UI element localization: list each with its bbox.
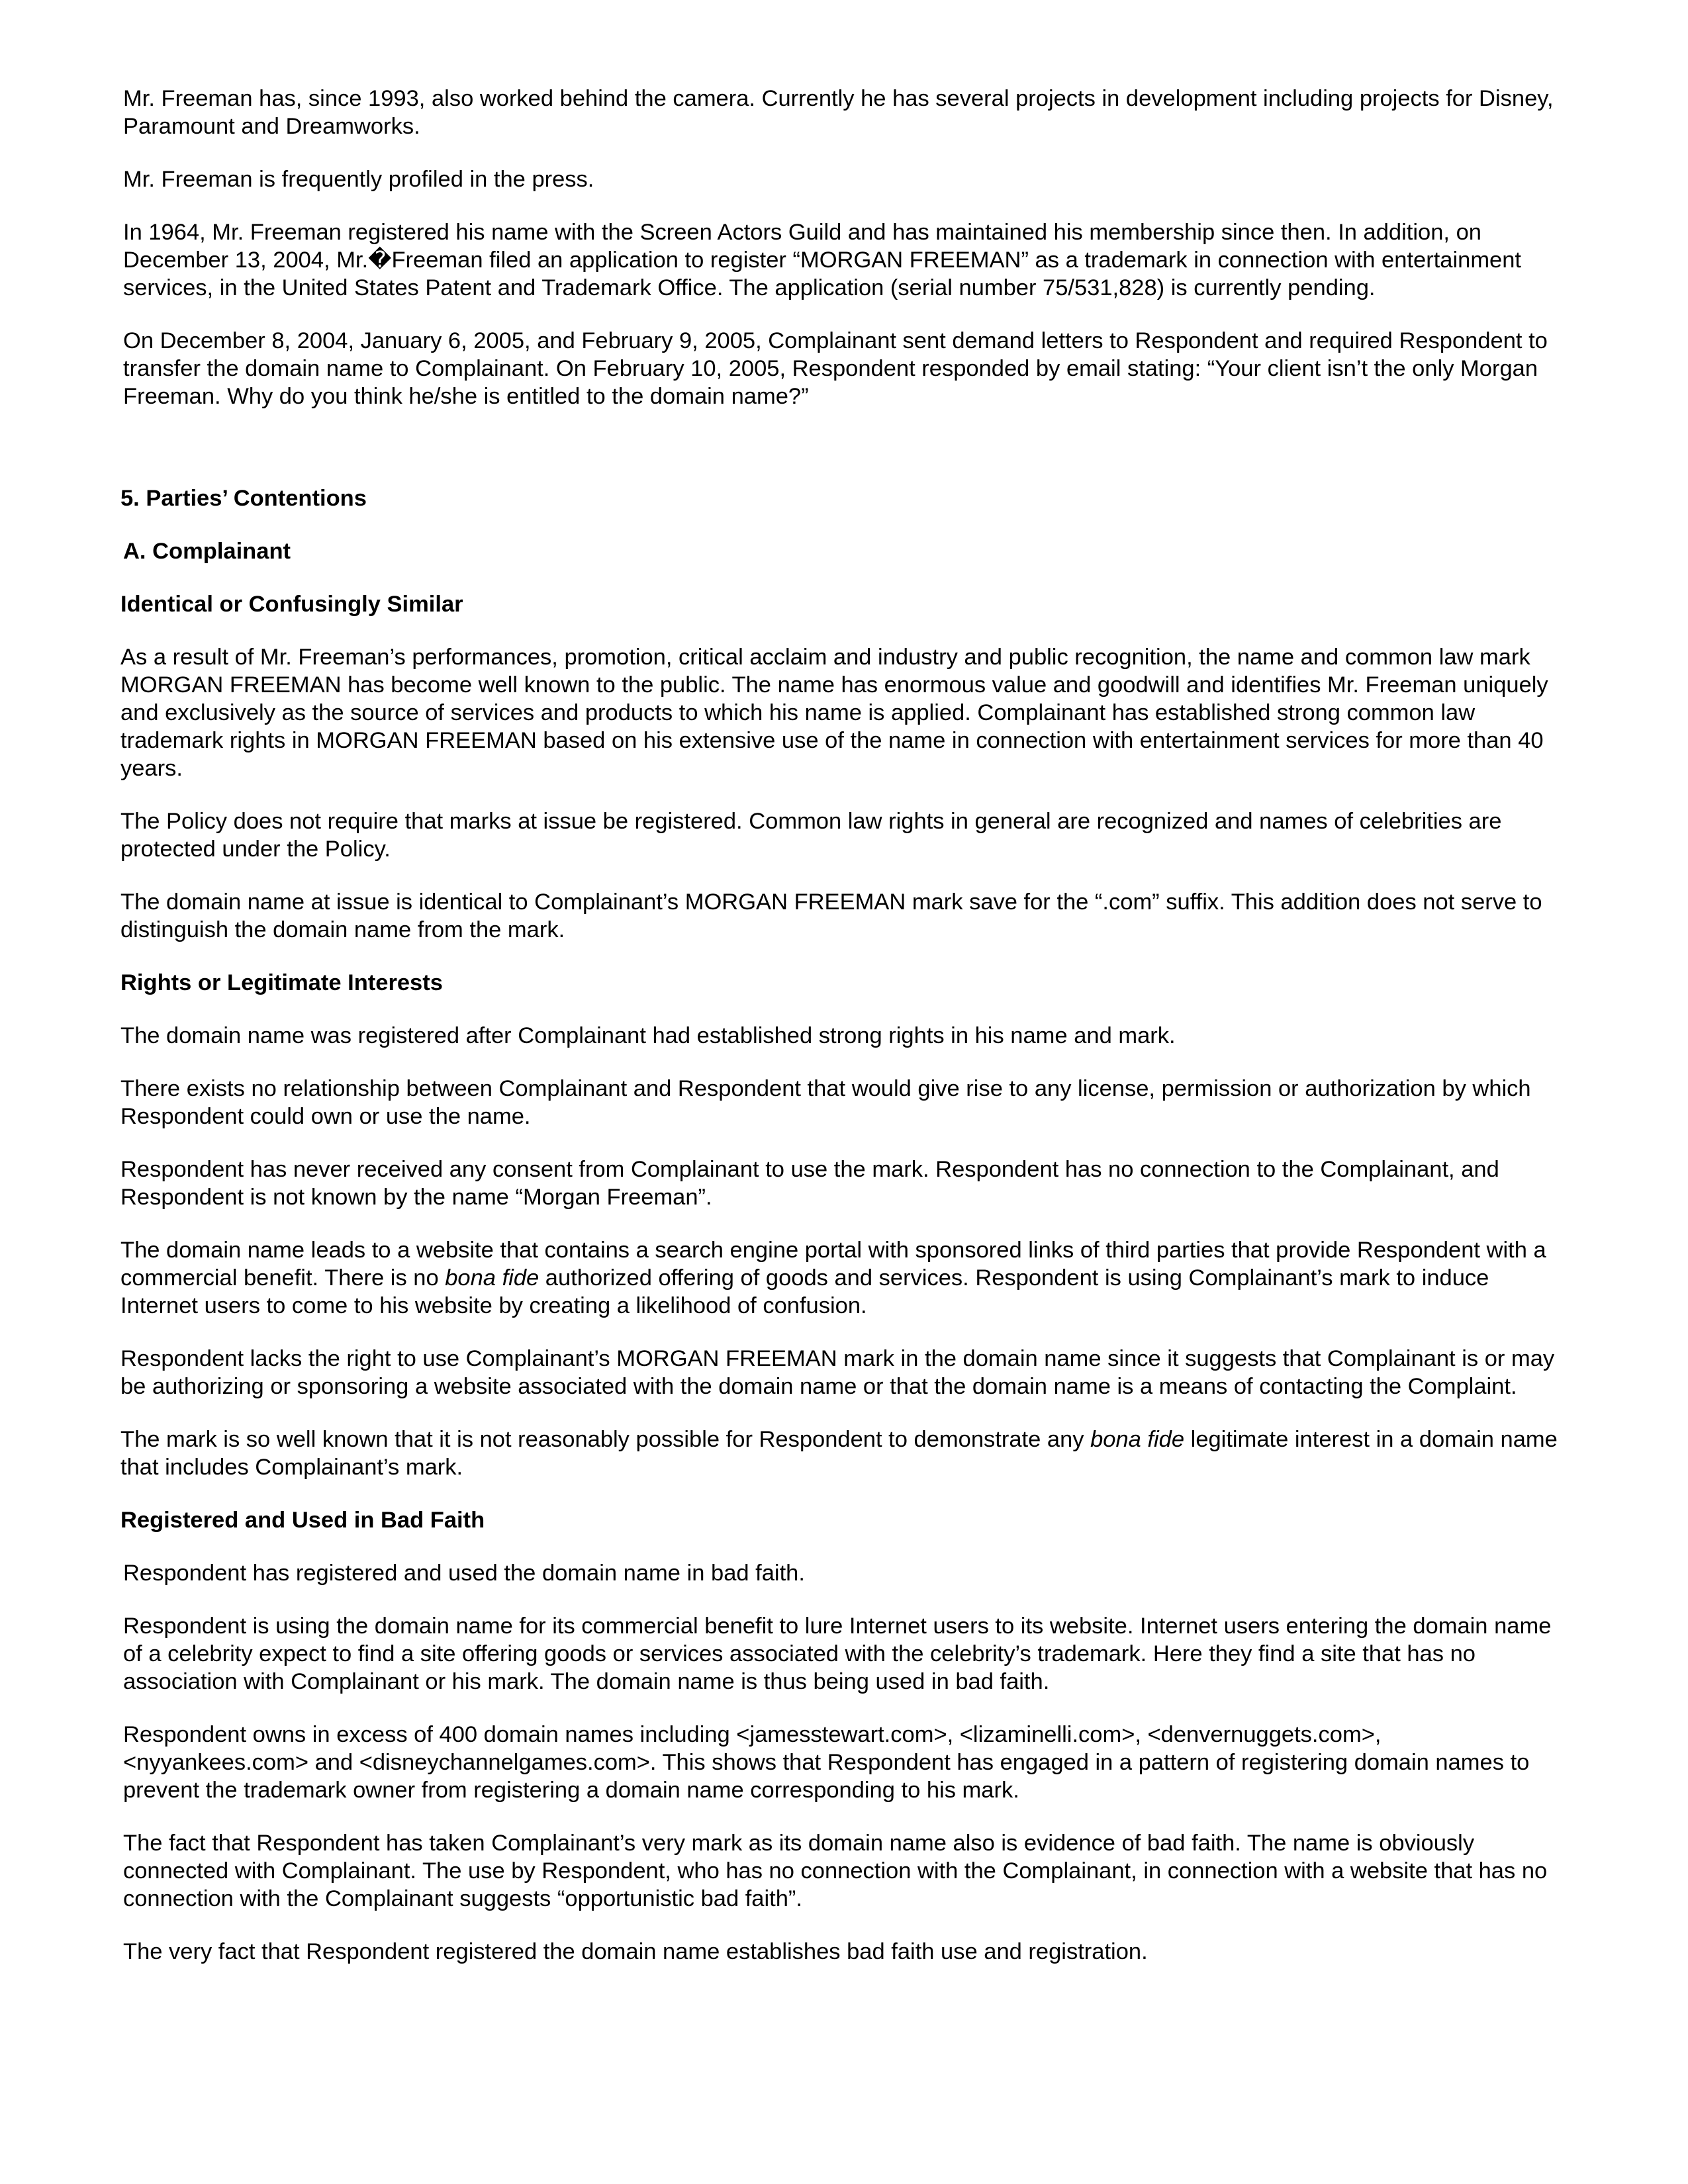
- paragraph-trademark-application: In 1964, Mr. Freeman registered his name with the Screen Actors Guild and has maintained his membership since then. In addition, on December 13, 2004, Mr.�Freeman filed an application to register “MORGAN FREEMAN” as a trademark in connection with entertainment services, in the United States Patent and Trademark Office. The application (serial number 75/531,828) is currently pending.: [123, 220, 1522, 300]
- section-heading-parties-contentions: 5. Parties’ Contentions: [120, 486, 367, 511]
- paragraph-commercial-lure: Respondent is using the domain name for its commercial benefit to lure Internet users to its website. Internet users entering the domain name of a celebrity expect to find a site offering goods or services associated with the celebrity’s trademark. Here they find a site that has no association with Complainant or his mark. The domain name is thus being used in bad faith.: [123, 1614, 1552, 1694]
- paragraph-well-known-mark: As a result of Mr. Freeman’s performances, promotion, critical acclaim and industry and public recognition, the name and common law mark MORGAN FREEMAN has become well known to the public. The name has enormous value and goodwill and identifies Mr. Freeman uniquely and exclusively as the source of services and products to which his name is applied. Complainant has established strong common law trademark rights in MORGAN FREEMAN based on his extensive use of the name in connection with entertainment services for more than 40 years.: [120, 645, 1548, 781]
- paragraph-bad-faith-summary: Respondent has registered and used the domain name in bad faith.: [123, 1561, 805, 1586]
- heading-bad-faith: Registered and Used in Bad Faith: [120, 1508, 485, 1533]
- heading-identical-confusingly-similar: Identical or Confusingly Similar: [120, 592, 463, 617]
- paragraph-policy-registration: The Policy does not require that marks at issue be registered. Common law rights in general are recognized and names of celebrities are protected under the Policy.: [120, 809, 1502, 862]
- paragraph-search-portal: The domain name leads to a website that contains a search engine portal with sponsored links of third parties that provide Respondent with a commercial benefit. There is no bona fide authorized offering of goods and services. Respondent is using Complainant’s mark to induce Internet users to come to his website by creating a likelihood of confusion.: [120, 1238, 1546, 1318]
- paragraph-identical-domain: The domain name at issue is identical to Complainant’s MORGAN FREEMAN mark save for the “.com” suffix. This addition does not serve to distinguish the domain name from the mark.: [120, 889, 1542, 942]
- paragraph-opportunistic-bad-faith: The fact that Respondent has taken Complainant’s very mark as its domain name also is evidence of bad faith. The name is obviously connected with Complainant. The use by Respondent, who has no connection with the Complainant, in connection with a website that has no connection with the Complainant suggests “opportunistic bad faith”.: [123, 1831, 1548, 1911]
- paragraph-lacks-right: Respondent lacks the right to use Complainant’s MORGAN FREEMAN mark in the domain name since it suggests that Complainant is or may be authorizing or sponsoring a website associated with the domain name or that the domain name is a means of contacting the Complaint.: [120, 1346, 1555, 1399]
- heading-rights-legitimate-interests: Rights or Legitimate Interests: [120, 970, 443, 995]
- paragraph-camera-work: Mr. Freeman has, since 1993, also worked behind the camera. Currently he has several projects in development including projects for Disney, Paramount and Dreamworks.: [123, 86, 1554, 139]
- paragraph-registration-establishes: The very fact that Respondent registered the domain name establishes bad faith use and registration.: [123, 1939, 1148, 1964]
- paragraph-registered-after: The domain name was registered after Complainant had established strong rights in his name and mark.: [120, 1023, 1176, 1048]
- paragraph-no-relationship: There exists no relationship between Complainant and Respondent that would give rise to any license, permission or authorization by which Respondent could own or use the name.: [120, 1076, 1531, 1129]
- paragraph-press: Mr. Freeman is frequently profiled in the press.: [123, 167, 594, 192]
- paragraph-no-consent: Respondent has never received any consent from Complainant to use the mark. Respondent has no connection to the Complainant, and Respondent is not known by the name “Morgan Freeman”.: [120, 1157, 1499, 1210]
- bona-fide-italic: bona fide: [1090, 1427, 1185, 1452]
- document-page: [120, 85, 1570, 1991]
- subheading-complainant: A. Complainant: [123, 539, 291, 564]
- paragraph-demand-letters: On December 8, 2004, January 6, 2005, and February 9, 2005, Complainant sent demand letters to Respondent and required Respondent to transfer the domain name to Complainant. On February 10, 2005, Respondent responded by email stating: “Your client isn’t the only Morgan Freeman. Why do you think he/she is entitled to the domain name?”: [123, 328, 1548, 409]
- bona-fide-italic: bona fide: [445, 1265, 539, 1291]
- paragraph-domain-portfolio: Respondent owns in excess of 400 domain names including <jamesstewart.com>, <lizaminelli.com>, <denvernuggets.com>, <nyyankees.com> and <disneychannelgames.com>. This shows that Respondent has engaged in a pattern of registering domain names to prevent the trademark owner from registering a domain name corresponding to his mark.: [123, 1722, 1530, 1803]
- paragraph-well-known-no-interest: The mark is so well known that it is not reasonably possible for Respondent to demonstrate any bona fide legitimate interest in a domain name that includes Complainant’s mark.: [120, 1427, 1558, 1480]
